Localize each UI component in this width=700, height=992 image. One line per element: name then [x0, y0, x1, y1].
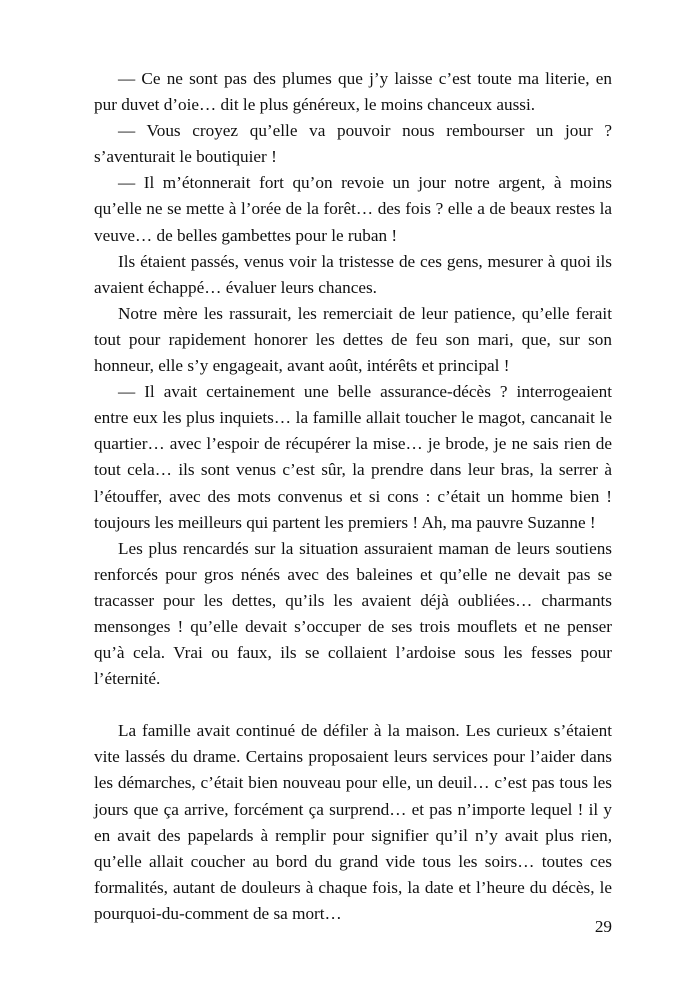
paragraph-1: — Ce ne sont pas des plumes que j’y laisse c’est toute ma literie, en pur duvet d’oie… dit le plus généreux, le moins chanceux aussi. — [94, 69, 612, 115]
paragraph-7: Les plus rencardés sur la situation assuraient maman de leurs soutiens renforcés pour gros nénés avec des baleines et qu’elle ne devait pas se tracasser pour les dettes, qu’ils les avaient déjà oubliées… charmants mensonges ! qu’elle devait s’occuper de ses trois mouflets et ne penser qu’à cela. Vrai ou faux, ils se collaient l’ardoise sous les fesses pour l’éternité. — [94, 538, 612, 689]
paragraph-3: — Il m’étonnerait fort qu’on revoie un jour notre argent, à moins qu’elle ne se mette à l’orée de la forêt… des fois ? elle a de beaux restes la veuve… de belles gambettes pour le ruban ! — [94, 173, 612, 245]
page-number: 29 — [594, 917, 612, 936]
paragraph-8: La famille avait continué de défiler à la maison. Les curieux s’étaient vite lassés du drame. Certains proposaient leurs services pour l’aider dans les démarches, c’était bien nouveau pour elle, un deuil… c’est pas tous les jours que ça arrive, forcément ça surprend… et pas n’importe lequel ! il y en avait des papelards à remplir pour signifier qu’il n’y avait plus rien, qu’elle allait coucher au bord du grand vide tous les soirs… toutes ces formalités, autant de douleurs à chaque fois, la date et l’heure du décès, le pourquoi-du-comment de sa mort… — [94, 721, 612, 923]
paragraph-4: Ils étaient passés, venus voir la tristesse de ces gens, mesurer à quoi ils avaient échappé… évaluer leurs chances. — [94, 251, 612, 297]
paragraph-5: Notre mère les rassurait, les remerciait de leur patience, qu’elle ferait tout pour rapidement honorer les dettes de feu son mari, que, sur son honneur, elle s’y engageait, avant août, intérêts et principal ! — [94, 303, 612, 376]
page-text-block — [94, 66, 612, 927]
section-break — [94, 692, 612, 718]
paragraph-2: — Vous croyez qu’elle va pouvoir nous rembourser un jour ? s’aventurait le boutiquier ! — [94, 121, 612, 167]
paragraph-6: — Il avait certainement une belle assurance-décès ? interrogeaient entre eux les plus inquiets… la famille allait toucher le magot, cancanait le quartier… avec l’espoir de récupérer la mise… je brode, je ne sais rien de tout cela… ils sont venus c’est sûr, la prendre dans leur bras, la serrer à l’étouffer, avec des mots convenus et si cons : c’était un homme bien ! toujours les meilleurs qui partent les premiers ! Ah, ma pauvre Suzanne ! — [94, 382, 612, 532]
